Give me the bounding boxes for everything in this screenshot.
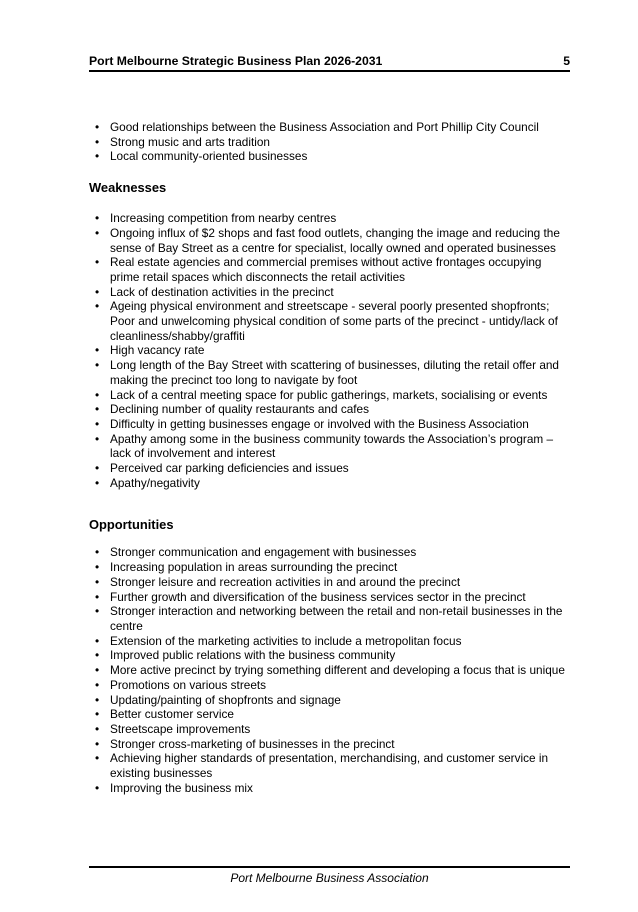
list-item: • Improving the business mix [89,781,570,796]
weaknesses-heading: Weaknesses [89,180,167,196]
list-item: • Increasing population in areas surrounding the precinct [89,560,570,575]
header-page-number: 5 [563,54,570,68]
opportunities-list [89,545,570,795]
page-header [89,54,570,72]
list-item: • More active precinct by trying something different and developing a focus that is unique [89,663,570,678]
list-item: • Ageing physical environment and streetscape - several poorly presented shopfronts; Poor and unwelcoming physical condition of some parts of the precinct - untidy/lack of cleanliness/shabby/graffiti [89,299,570,343]
list-item: • Better customer service [89,707,570,722]
page-content [89,120,570,795]
list-item: • Apathy among some in the business community towards the Association’s program – lack of involvement and interest [89,432,570,461]
list-item: • High vacancy rate [89,343,570,358]
list-item: • Local community-oriented businesses [89,149,570,164]
list-item: • Promotions on various streets [89,678,570,693]
list-item: • Long length of the Bay Street with scattering of businesses, diluting the retail offer and making the precinct too long to navigate by foot [89,358,570,387]
list-item: • Perceived car parking deficiencies and issues [89,461,570,476]
opportunities-heading: Opportunities [89,517,174,533]
list-item: • Updating/painting of shopfronts and signage [89,693,570,708]
list-item: • Good relationships between the Business Association and Port Phillip City Council [89,120,570,135]
list-item: • Increasing competition from nearby centres [89,211,570,226]
strengths-continued-list [89,120,570,164]
list-item: • Stronger communication and engagement with businesses [89,545,570,560]
list-item: • Difficulty in getting businesses engage or involved with the Business Association [89,417,570,432]
list-item: • Extension of the marketing activities to include a metropolitan focus [89,634,570,649]
list-item: • Streetscape improvements [89,722,570,737]
list-item: • Further growth and diversification of the business services sector in the precinct [89,590,570,605]
list-item: • Improved public relations with the business community [89,648,570,663]
list-item: • Stronger interaction and networking between the retail and non-retail businesses in the centre [89,604,570,633]
list-item: • Lack of destination activities in the precinct [89,285,570,300]
weaknesses-list [89,211,570,490]
list-item: • Real estate agencies and commercial premises without active frontages occupying prime retail spaces which disconnects the retail activities [89,255,570,284]
page-footer [89,866,570,886]
list-item: • Stronger cross-marketing of businesses in the precinct [89,737,570,752]
list-item: • Stronger leisure and recreation activities in and around the precinct [89,575,570,590]
list-item: • Strong music and arts tradition [89,135,570,150]
list-item: • Ongoing influx of $2 shops and fast food outlets, changing the image and reducing the sense of Bay Street as a centre for specialist, locally owned and operated businesses [89,226,570,255]
list-item: • Declining number of quality restaurants and cafes [89,402,570,417]
footer-text: Port Melbourne Business Association [230,871,429,885]
list-item: • Lack of a central meeting space for public gatherings, markets, socialising or events [89,388,570,403]
header-title: Port Melbourne Strategic Business Plan 2026-2031 [89,54,383,68]
list-item: • Achieving higher standards of presentation, merchandising, and customer service in existing businesses [89,751,570,780]
list-item: • Apathy/negativity [89,476,570,491]
